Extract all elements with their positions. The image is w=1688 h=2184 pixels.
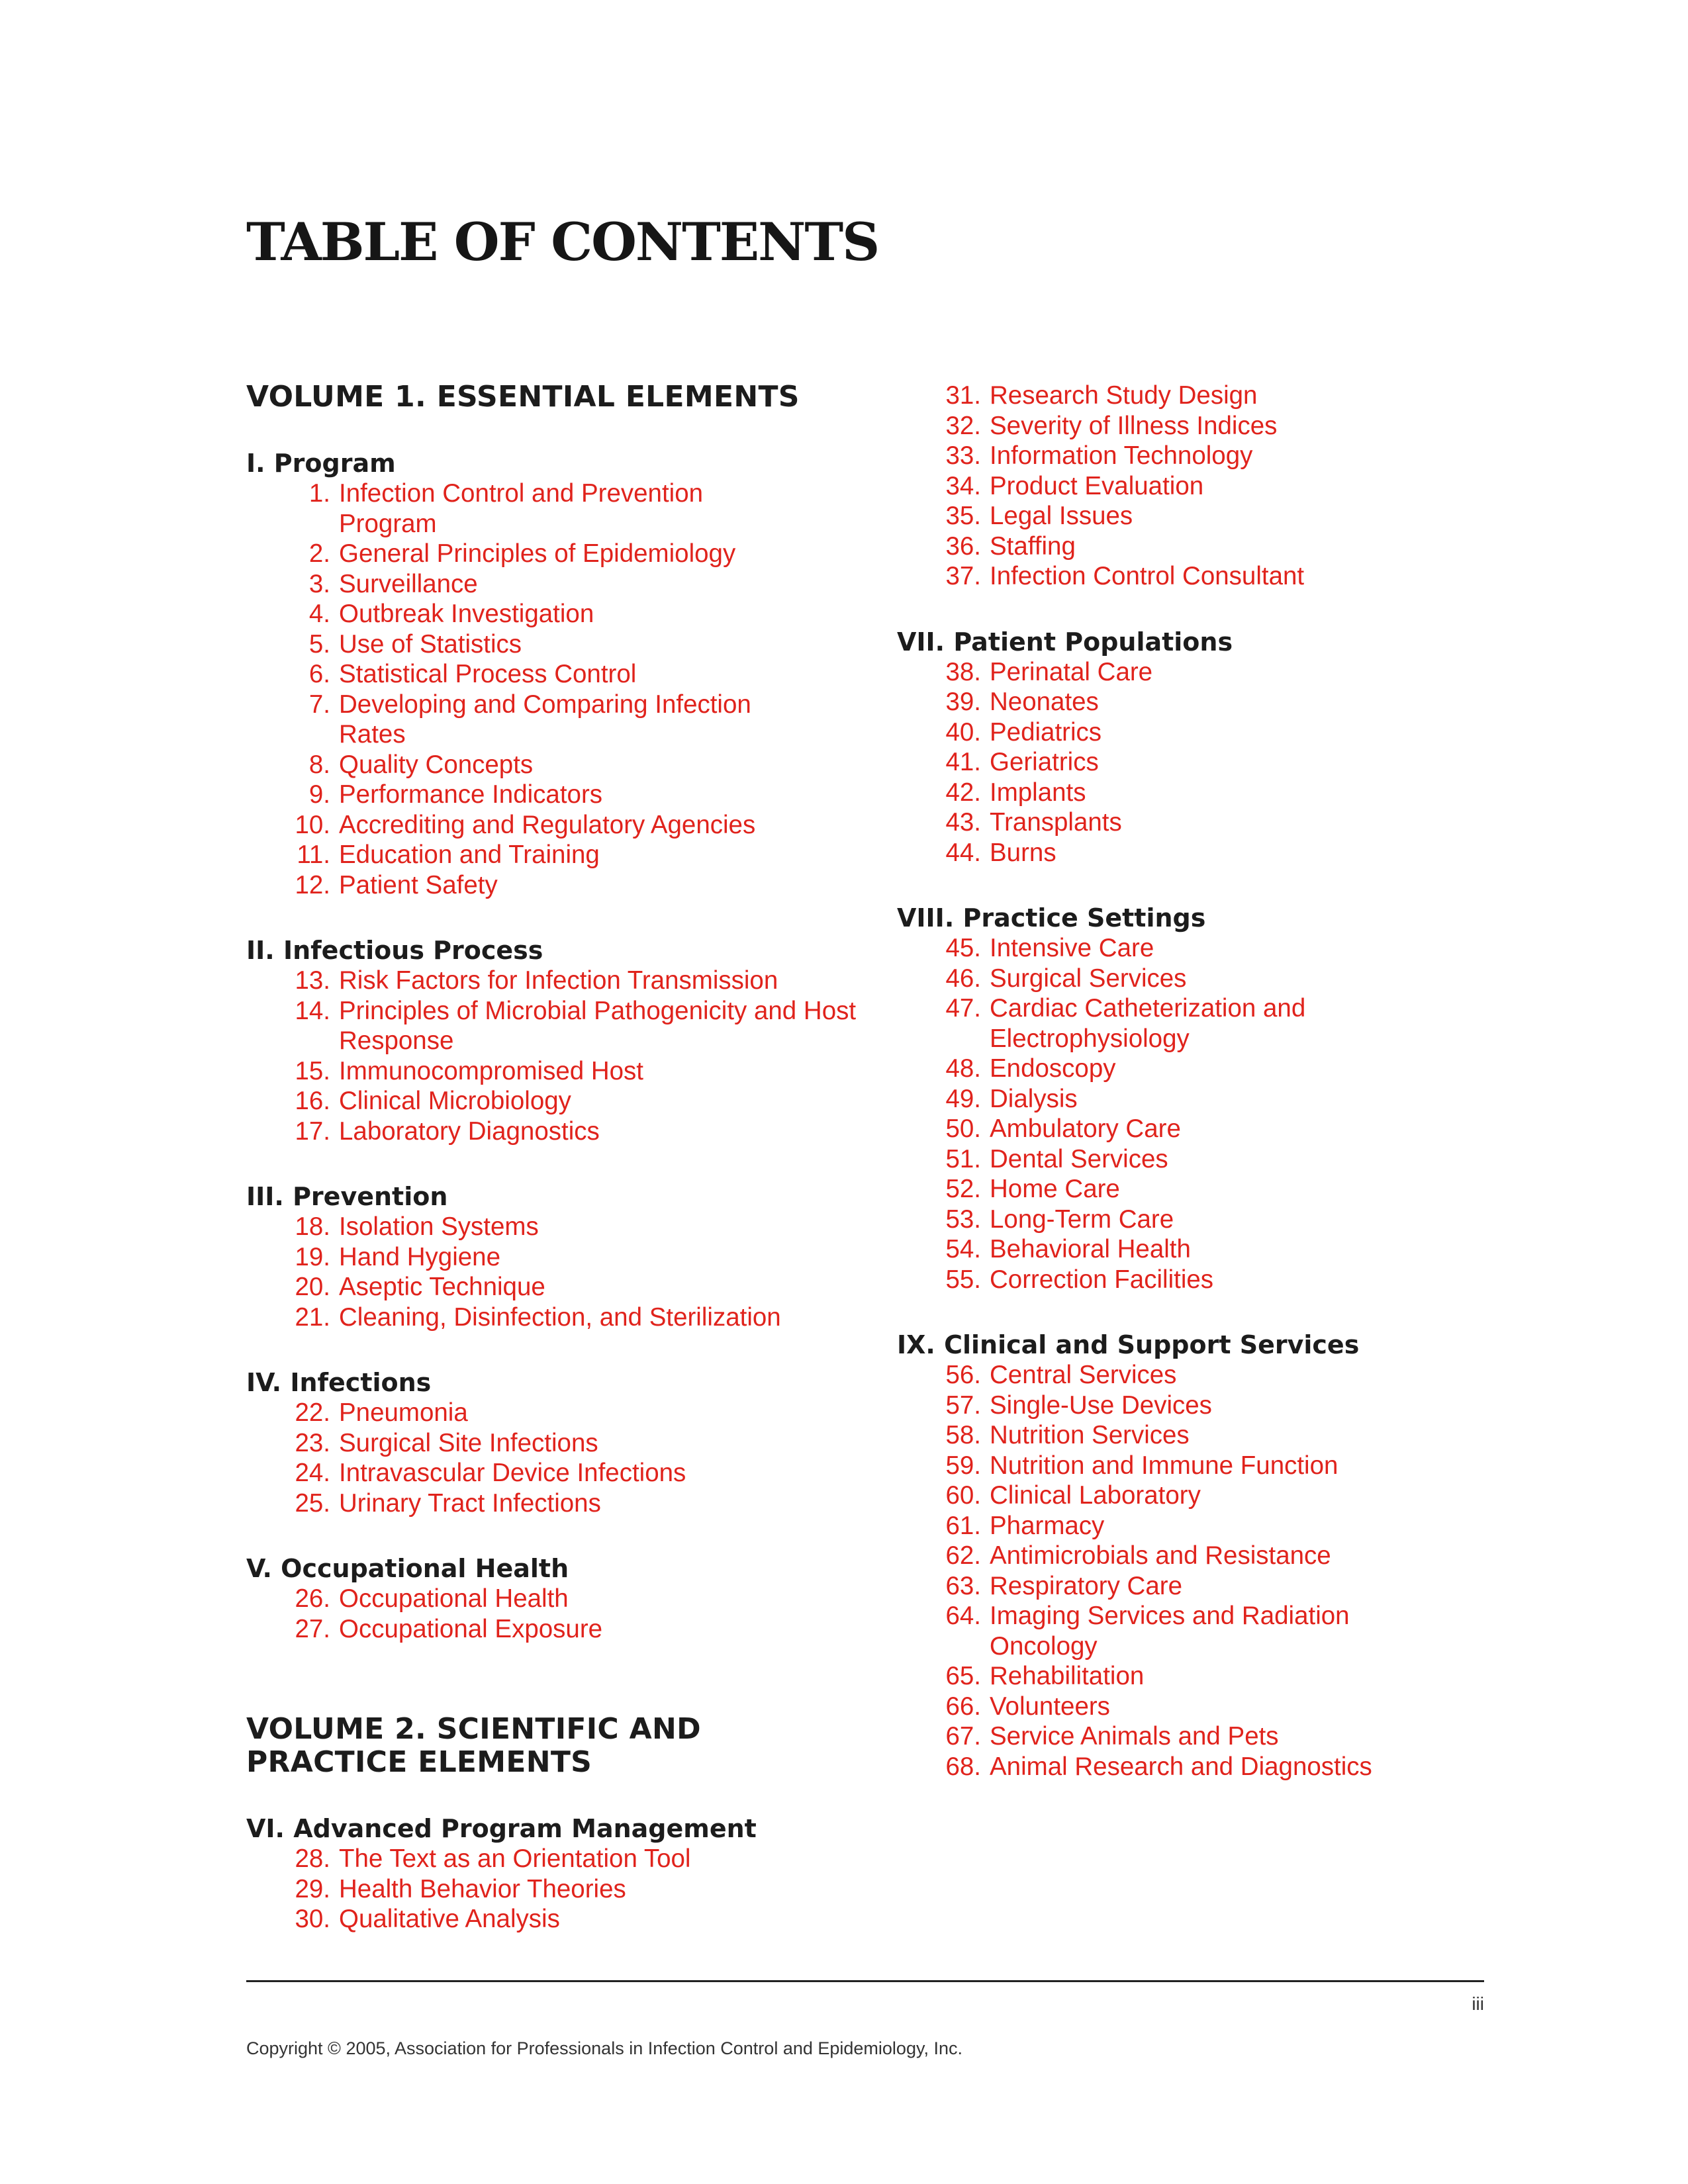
chapter-link[interactable]: [897, 1480, 1493, 1511]
section-ii: [246, 935, 868, 1146]
chapter-number: 28.: [295, 1844, 330, 1873]
chapter-list: [897, 933, 1493, 1295]
section-i: [246, 448, 868, 900]
chapter-list: [246, 1398, 868, 1518]
chapter-link[interactable]: [897, 838, 1493, 868]
chapter-link[interactable]: [246, 539, 868, 569]
section-vi-continued: [897, 381, 1493, 592]
chapter-number: 59.: [945, 1451, 981, 1480]
chapter-title[interactable]: Pharmacy: [990, 1511, 1105, 1540]
chapter-number: 48.: [945, 1054, 981, 1083]
chapter-number: 3.: [308, 569, 330, 598]
chapter-title[interactable]: Hand Hygiene: [339, 1242, 500, 1271]
chapter-link[interactable]: [246, 1488, 868, 1519]
chapter-link[interactable]: [246, 629, 868, 660]
section-vii: [897, 627, 1493, 868]
chapter-link[interactable]: [246, 1614, 868, 1645]
chapter-link[interactable]: [897, 531, 1493, 562]
section-iii: [246, 1181, 868, 1332]
chapter-number: 5.: [308, 629, 330, 659]
chapter-list: [246, 478, 868, 900]
chapter-title[interactable]: Isolation Systems: [339, 1212, 539, 1241]
chapter-title[interactable]: Pneumonia: [339, 1398, 468, 1427]
chapter-title[interactable]: Accrediting and Regulatory Agencies: [339, 810, 756, 839]
chapter-link[interactable]: [897, 1054, 1493, 1084]
chapter-link[interactable]: [897, 411, 1493, 441]
chapter-title[interactable]: Geriatrics: [990, 748, 1099, 776]
chapter-link[interactable]: [246, 996, 868, 1056]
section-heading: V. Occupational Health: [246, 1554, 569, 1583]
section-viii: [897, 903, 1493, 1295]
chapter-title[interactable]: Legal Issues: [990, 502, 1133, 530]
chapter-link[interactable]: [246, 1116, 868, 1147]
chapter-number: 19.: [295, 1242, 330, 1271]
section-heading: VI. Advanced Program Management: [246, 1814, 757, 1843]
chapter-number: 53.: [945, 1205, 981, 1234]
chapter-link[interactable]: [246, 1212, 868, 1242]
chapter-list: [897, 1360, 1493, 1782]
page-number: iii: [1472, 1993, 1484, 2014]
chapter-title[interactable]: Dialysis: [990, 1084, 1078, 1113]
chapter-link[interactable]: [246, 1086, 868, 1116]
chapter-link[interactable]: [246, 659, 868, 690]
section-vi: [246, 1813, 868, 1934]
chapter-number: 17.: [295, 1116, 330, 1146]
chapter-link[interactable]: [246, 750, 868, 780]
chapter-link[interactable]: [897, 993, 1493, 1054]
chapter-number: 54.: [945, 1235, 981, 1263]
chapter-number: 25.: [295, 1488, 330, 1518]
chapter-number: 15.: [295, 1056, 330, 1085]
section-ix: [897, 1330, 1493, 1782]
chapter-link[interactable]: [246, 1904, 868, 1934]
chapter-title[interactable]: Nutrition Services: [990, 1421, 1190, 1449]
chapter-number: 22.: [295, 1398, 330, 1427]
section-heading: IX. Clinical and Support Services: [897, 1330, 1360, 1359]
chapter-title[interactable]: Service Animals and Pets: [990, 1722, 1279, 1751]
chapter-link[interactable]: [897, 1420, 1493, 1451]
chapter-list: [897, 657, 1493, 868]
chapter-link[interactable]: [897, 807, 1493, 838]
chapter-list: [246, 966, 868, 1146]
chapter-link[interactable]: [897, 1114, 1493, 1144]
chapter-title[interactable]: Staffing: [990, 531, 1076, 561]
chapter-number: 36.: [945, 531, 981, 561]
chapter-number: 11.: [297, 841, 330, 869]
chapter-link[interactable]: [897, 1174, 1493, 1205]
chapter-number: 7.: [308, 690, 330, 719]
chapter-list: [246, 1584, 868, 1644]
chapter-link[interactable]: [897, 1234, 1493, 1265]
chapter-number: 66.: [945, 1692, 981, 1721]
chapter-title[interactable]: Infection Control and Prevention Program: [339, 479, 704, 538]
chapter-number: 32.: [945, 411, 981, 440]
chapter-title[interactable]: Implants: [990, 778, 1086, 807]
chapter-link[interactable]: [897, 778, 1493, 808]
chapter-number: 60.: [945, 1481, 981, 1510]
chapter-title[interactable]: Perinatal Care: [990, 657, 1153, 686]
chapter-title[interactable]: Developing and Comparing Infection Rates: [339, 690, 751, 749]
chapter-number: 46.: [945, 964, 981, 993]
chapter-title[interactable]: Clinical Laboratory: [990, 1481, 1201, 1510]
chapter-number: 2.: [308, 539, 330, 568]
section-heading: IV. Infections: [246, 1368, 432, 1397]
chapter-title[interactable]: Neonates: [990, 688, 1099, 716]
chapter-link[interactable]: [897, 1752, 1493, 1782]
chapter-number: 63.: [945, 1571, 981, 1600]
chapter-number: 65.: [945, 1662, 981, 1690]
chapter-title[interactable]: Principles of Microbial Pathogenicity and Host Response: [339, 996, 857, 1055]
chapter-title[interactable]: Product Evaluation: [990, 471, 1204, 500]
chapter-number: 62.: [945, 1541, 981, 1570]
chapter-number: 14.: [295, 996, 330, 1025]
chapter-number: 31.: [945, 381, 981, 410]
chapter-link[interactable]: [897, 657, 1493, 688]
chapter-title[interactable]: Quality Concepts: [339, 750, 534, 779]
chapter-title[interactable]: Home Care: [990, 1175, 1120, 1203]
section-heading: VII. Patient Populations: [897, 627, 1233, 657]
chapter-title[interactable]: Qualitative Analysis: [339, 1905, 560, 1933]
section-heading: II. Infectious Process: [246, 936, 543, 965]
chapter-title[interactable]: Volunteers: [990, 1692, 1110, 1721]
copyright-notice: Copyright © 2005, Association for Professionals in Infection Control and Epidemiology, Inc.: [246, 2038, 962, 2058]
chapter-link[interactable]: [897, 687, 1493, 717]
chapter-number: 50.: [945, 1115, 981, 1143]
chapter-title[interactable]: Performance Indicators: [339, 780, 603, 809]
volume-1-heading: VOLUME 1. ESSENTIAL ELEMENTS: [246, 380, 800, 414]
chapter-number: 52.: [945, 1175, 981, 1203]
chapter-title[interactable]: Clinical Microbiology: [339, 1087, 571, 1115]
chapter-title[interactable]: Dental Services: [990, 1144, 1168, 1173]
chapter-link[interactable]: [246, 1428, 868, 1459]
chapter-title[interactable]: Risk Factors for Infection Transmission: [339, 966, 778, 995]
chapter-title[interactable]: Severity of Illness Indices: [990, 411, 1278, 440]
chapter-link[interactable]: [897, 1661, 1493, 1692]
chapter-link[interactable]: [246, 1302, 868, 1333]
chapter-link[interactable]: [246, 966, 868, 996]
chapter-title[interactable]: General Principles of Epidemiology: [339, 539, 736, 568]
chapter-title[interactable]: Animal Research and Diagnostics: [990, 1752, 1372, 1781]
chapter-link[interactable]: [897, 1360, 1493, 1390]
chapter-title[interactable]: Antimicrobials and Resistance: [990, 1541, 1331, 1570]
chapter-link[interactable]: [897, 1144, 1493, 1175]
section-v: [246, 1553, 868, 1644]
chapter-title[interactable]: Imaging Services and Radiation Oncology: [990, 1602, 1350, 1661]
chapter-list: [246, 1844, 868, 1934]
section-heading: I. Program: [246, 449, 396, 478]
chapter-title[interactable]: Ambulatory Care: [990, 1115, 1181, 1143]
chapter-number: 41.: [945, 748, 981, 776]
chapter-list: [897, 381, 1493, 592]
chapter-title[interactable]: Urinary Tract Infections: [339, 1488, 601, 1518]
chapter-link[interactable]: [246, 840, 868, 870]
toc-left-column: [246, 381, 868, 1934]
chapter-link[interactable]: [897, 1692, 1493, 1722]
chapter-link[interactable]: [897, 561, 1493, 592]
chapter-title[interactable]: Cardiac Catheterization and Electrophysiology: [990, 994, 1306, 1053]
section-heading: VIII. Practice Settings: [897, 903, 1206, 933]
chapter-number: 39.: [945, 688, 981, 716]
chapter-link[interactable]: [246, 690, 868, 750]
chapter-list: [246, 1212, 868, 1332]
chapter-number: 67.: [945, 1722, 981, 1751]
chapter-title[interactable]: Cleaning, Disinfection, and Sterilization: [339, 1302, 781, 1332]
chapter-number: 8.: [308, 750, 330, 779]
chapter-link[interactable]: [897, 1265, 1493, 1295]
chapter-number: 61.: [945, 1511, 981, 1540]
chapter-number: 18.: [295, 1212, 330, 1241]
chapter-number: 9.: [308, 780, 330, 809]
chapter-title[interactable]: Occupational Health: [339, 1584, 569, 1613]
chapter-link[interactable]: [897, 381, 1493, 411]
chapter-link[interactable]: [246, 810, 868, 841]
chapter-link[interactable]: [897, 747, 1493, 778]
chapter-title[interactable]: Respiratory Care: [990, 1571, 1182, 1600]
chapter-number: 16.: [295, 1087, 330, 1115]
chapter-number: 33.: [945, 441, 981, 470]
chapter-link[interactable]: [897, 1511, 1493, 1541]
chapter-number: 34.: [945, 471, 981, 500]
chapter-title[interactable]: Burns: [990, 838, 1056, 867]
chapter-title[interactable]: Transplants: [990, 808, 1122, 837]
chapter-title[interactable]: Statistical Process Control: [339, 660, 637, 688]
chapter-link[interactable]: [897, 1205, 1493, 1235]
chapter-title[interactable]: Long-Term Care: [990, 1205, 1174, 1234]
chapter-title[interactable]: Surgical Services: [990, 964, 1187, 993]
chapter-link[interactable]: [897, 933, 1493, 964]
chapter-link[interactable]: [897, 1390, 1493, 1421]
chapter-link[interactable]: [246, 870, 868, 901]
chapter-link[interactable]: [246, 569, 868, 600]
chapter-number: 20.: [295, 1273, 330, 1301]
chapter-link[interactable]: [246, 1056, 868, 1087]
chapter-link[interactable]: [897, 471, 1493, 502]
chapter-number: 51.: [945, 1144, 981, 1173]
chapter-title[interactable]: Education and Training: [339, 841, 600, 869]
chapter-title[interactable]: Central Services: [990, 1361, 1177, 1389]
chapter-number: 57.: [945, 1390, 981, 1420]
chapter-number: 30.: [295, 1905, 330, 1933]
chapter-link[interactable]: [246, 1458, 868, 1488]
chapter-title[interactable]: Laboratory Diagnostics: [339, 1116, 600, 1146]
chapter-link[interactable]: [246, 1242, 868, 1273]
chapter-title[interactable]: Aseptic Technique: [339, 1273, 545, 1301]
chapter-number: 55.: [945, 1265, 981, 1294]
chapter-number: 12.: [295, 870, 330, 899]
chapter-link[interactable]: [897, 1601, 1493, 1661]
chapter-title[interactable]: Research Study Design: [990, 381, 1258, 410]
chapter-title[interactable]: Occupational Exposure: [339, 1614, 603, 1643]
chapter-number: 35.: [945, 502, 981, 530]
chapter-number: 42.: [945, 778, 981, 807]
chapter-number: 27.: [295, 1614, 330, 1643]
chapter-number: 58.: [945, 1421, 981, 1449]
chapter-number: 23.: [295, 1428, 330, 1457]
chapter-number: 10.: [295, 810, 330, 839]
chapter-link[interactable]: [897, 1571, 1493, 1602]
chapter-number: 68.: [945, 1752, 981, 1781]
chapter-link[interactable]: [897, 1721, 1493, 1752]
chapter-link[interactable]: [897, 1451, 1493, 1481]
chapter-number: 43.: [945, 808, 981, 837]
page-title: TABLE OF CONTENTS: [246, 211, 879, 273]
chapter-link[interactable]: [246, 599, 868, 629]
chapter-title[interactable]: Information Technology: [990, 441, 1253, 470]
chapter-link[interactable]: [246, 1398, 868, 1428]
chapter-title[interactable]: Single-Use Devices: [990, 1390, 1212, 1420]
chapter-title[interactable]: Immunocompromised Host: [339, 1056, 644, 1085]
volume-2-heading: VOLUME 2. SCIENTIFIC AND PRACTICE ELEMENTS: [246, 1712, 701, 1779]
chapter-title[interactable]: Use of Statistics: [339, 629, 522, 659]
chapter-number: 26.: [295, 1584, 330, 1613]
chapter-number: 38.: [945, 657, 981, 686]
chapter-title[interactable]: Health Behavior Theories: [339, 1874, 626, 1903]
chapter-link[interactable]: [246, 478, 868, 539]
chapter-number: 44.: [945, 838, 981, 867]
chapter-number: 29.: [295, 1874, 330, 1903]
chapter-link[interactable]: [897, 501, 1493, 531]
chapter-number: 40.: [945, 717, 981, 747]
chapter-number: 56.: [945, 1361, 981, 1389]
chapter-link[interactable]: [897, 1084, 1493, 1115]
section-iv: [246, 1367, 868, 1518]
chapter-title[interactable]: Behavioral Health: [990, 1235, 1191, 1263]
chapter-title[interactable]: Surgical Site Infections: [339, 1428, 598, 1457]
chapter-title[interactable]: Endoscopy: [990, 1054, 1116, 1083]
chapter-link[interactable]: [897, 1541, 1493, 1571]
chapter-title[interactable]: Intravascular Device Infections: [339, 1459, 686, 1487]
chapter-number: 47.: [945, 994, 981, 1023]
chapter-link[interactable]: [246, 1272, 868, 1302]
toc-right-column: [897, 381, 1493, 1782]
chapter-link[interactable]: [246, 1874, 868, 1905]
chapter-title[interactable]: Surveillance: [339, 569, 478, 598]
chapter-title[interactable]: Correction Facilities: [990, 1265, 1214, 1294]
chapter-number: 21.: [295, 1302, 330, 1332]
chapter-number: 45.: [945, 934, 981, 962]
footer-divider: [246, 1980, 1484, 1982]
chapter-number: 1.: [308, 479, 330, 508]
chapter-title[interactable]: Nutrition and Immune Function: [990, 1451, 1338, 1480]
chapter-link[interactable]: [897, 717, 1493, 748]
chapter-number: 37.: [945, 562, 981, 590]
chapter-title[interactable]: Intensive Care: [990, 934, 1154, 962]
chapter-title[interactable]: Infection Control Consultant: [990, 562, 1305, 590]
chapter-number: 64.: [945, 1602, 981, 1630]
chapter-link[interactable]: [897, 441, 1493, 471]
chapter-number: 13.: [295, 966, 330, 995]
chapter-title[interactable]: Rehabilitation: [990, 1662, 1145, 1690]
chapter-title[interactable]: Outbreak Investigation: [339, 600, 594, 628]
chapter-link[interactable]: [246, 1584, 868, 1614]
chapter-number: 49.: [945, 1084, 981, 1113]
chapter-link[interactable]: [246, 780, 868, 810]
chapter-title[interactable]: Patient Safety: [339, 870, 498, 899]
chapter-link[interactable]: [246, 1844, 868, 1874]
chapter-title[interactable]: Pediatrics: [990, 717, 1102, 747]
chapter-number: 24.: [295, 1459, 330, 1487]
section-heading: III. Prevention: [246, 1182, 448, 1211]
chapter-title[interactable]: The Text as an Orientation Tool: [339, 1844, 691, 1873]
chapter-number: 6.: [308, 660, 330, 688]
chapter-link[interactable]: [897, 964, 1493, 994]
chapter-number: 4.: [308, 600, 330, 628]
